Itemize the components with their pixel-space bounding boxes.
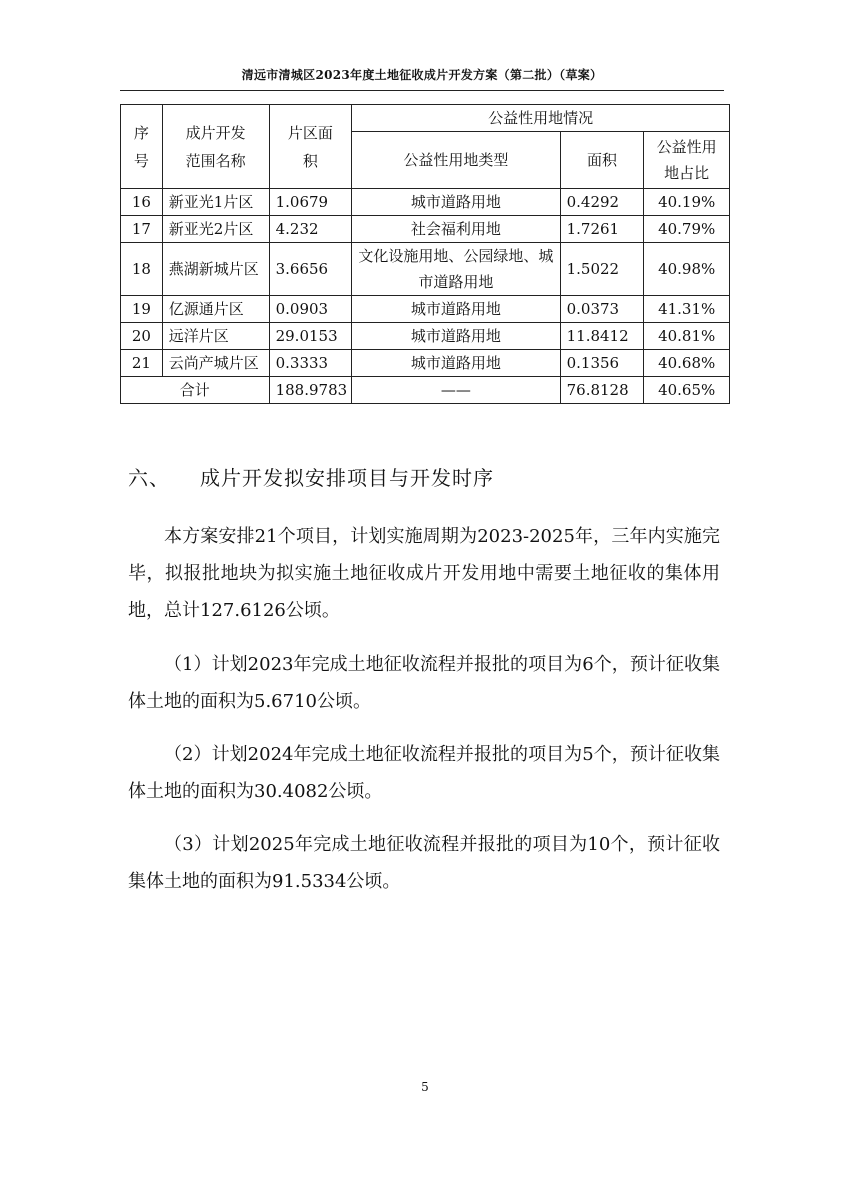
cell-seq: 19 xyxy=(121,296,163,323)
header-area: 片区面积 xyxy=(269,105,352,189)
cell-name: 亿源通片区 xyxy=(162,296,269,323)
public-land-table xyxy=(120,104,730,404)
table-row xyxy=(121,323,730,350)
section-number: 六、 xyxy=(128,466,170,490)
cell-name: 远洋片区 xyxy=(162,323,269,350)
cell-type: 社会福利用地 xyxy=(352,216,560,243)
section-heading xyxy=(128,462,494,491)
total-type: —— xyxy=(352,377,560,404)
cell-type: 城市道路用地 xyxy=(352,189,560,216)
cell-type: 文化设施用地、公园绿地、城市道路用地 xyxy=(352,243,560,296)
header-public-group: 公益性用地情况 xyxy=(352,105,730,132)
cell-name: 新亚光1片区 xyxy=(162,189,269,216)
cell-ratio: 40.98% xyxy=(644,243,730,296)
cell-public-area: 0.4292 xyxy=(560,189,644,216)
cell-public-area: 1.7261 xyxy=(560,216,644,243)
header-name: 成片开发范围名称 xyxy=(162,105,269,189)
cell-ratio: 40.79% xyxy=(644,216,730,243)
cell-area: 0.0903 xyxy=(269,296,352,323)
page-number: 5 xyxy=(421,1080,429,1094)
header-public-ratio: 公益性用地占比 xyxy=(644,132,730,189)
cell-name: 云尚产城片区 xyxy=(162,350,269,377)
cell-area: 29.0153 xyxy=(269,323,352,350)
header-rule xyxy=(120,90,724,91)
table-total-row xyxy=(121,377,730,404)
paragraph-intro: 本方案安排21个项目，计划实施周期为2023-2025年，三年内实施完毕，拟报批地块为拟实施土地征收成片开发用地中需要土地征收的集体用地，总计127.6126公顷。 xyxy=(128,526,720,621)
table-row xyxy=(121,189,730,216)
paragraph-2024: （2）计划2024年完成土地征收流程并报批的项目为5个，预计征收集体土地的面积为30.4082公顷。 xyxy=(128,744,720,802)
cell-seq: 20 xyxy=(121,323,163,350)
cell-ratio: 41.31% xyxy=(644,296,730,323)
table-row xyxy=(121,243,730,296)
header-public-type: 公益性用地类型 xyxy=(352,132,560,189)
cell-public-area: 0.1356 xyxy=(560,350,644,377)
running-header: 清远市清城区2023年度土地征收成片开发方案（第二批）（草案） xyxy=(241,68,603,82)
cell-seq: 16 xyxy=(121,189,163,216)
cell-ratio: 40.19% xyxy=(644,189,730,216)
cell-ratio: 40.68% xyxy=(644,350,730,377)
cell-type: 城市道路用地 xyxy=(352,350,560,377)
cell-type: 城市道路用地 xyxy=(352,323,560,350)
paragraph-2023: （1）计划2023年完成土地征收流程并报批的项目为6个，预计征收集体土地的面积为5.6710公顷。 xyxy=(128,654,720,712)
cell-ratio: 40.81% xyxy=(644,323,730,350)
total-public-area: 76.8128 xyxy=(560,377,644,404)
cell-type: 城市道路用地 xyxy=(352,296,560,323)
cell-name: 新亚光2片区 xyxy=(162,216,269,243)
cell-seq: 17 xyxy=(121,216,163,243)
header-seq: 序号 xyxy=(121,105,163,189)
table-row xyxy=(121,216,730,243)
cell-area: 3.6656 xyxy=(269,243,352,296)
cell-public-area: 11.8412 xyxy=(560,323,644,350)
cell-area: 4.232 xyxy=(269,216,352,243)
section-title-text: 成片开发拟安排项目与开发时序 xyxy=(200,466,494,490)
total-ratio: 40.65% xyxy=(644,377,730,404)
cell-area: 1.0679 xyxy=(269,189,352,216)
cell-area: 0.3333 xyxy=(269,350,352,377)
cell-name: 燕湖新城片区 xyxy=(162,243,269,296)
total-area: 188.9783 xyxy=(269,377,352,404)
total-label: 合计 xyxy=(121,377,270,404)
paragraph-2025: （3）计划2025年完成土地征收流程并报批的项目为10个，预计征收集体土地的面积为91.5334公顷。 xyxy=(128,834,720,892)
cell-public-area: 0.0373 xyxy=(560,296,644,323)
cell-seq: 18 xyxy=(121,243,163,296)
cell-public-area: 1.5022 xyxy=(560,243,644,296)
header-public-area: 面积 xyxy=(560,132,644,189)
cell-seq: 21 xyxy=(121,350,163,377)
table-row xyxy=(121,350,730,377)
table-row xyxy=(121,296,730,323)
